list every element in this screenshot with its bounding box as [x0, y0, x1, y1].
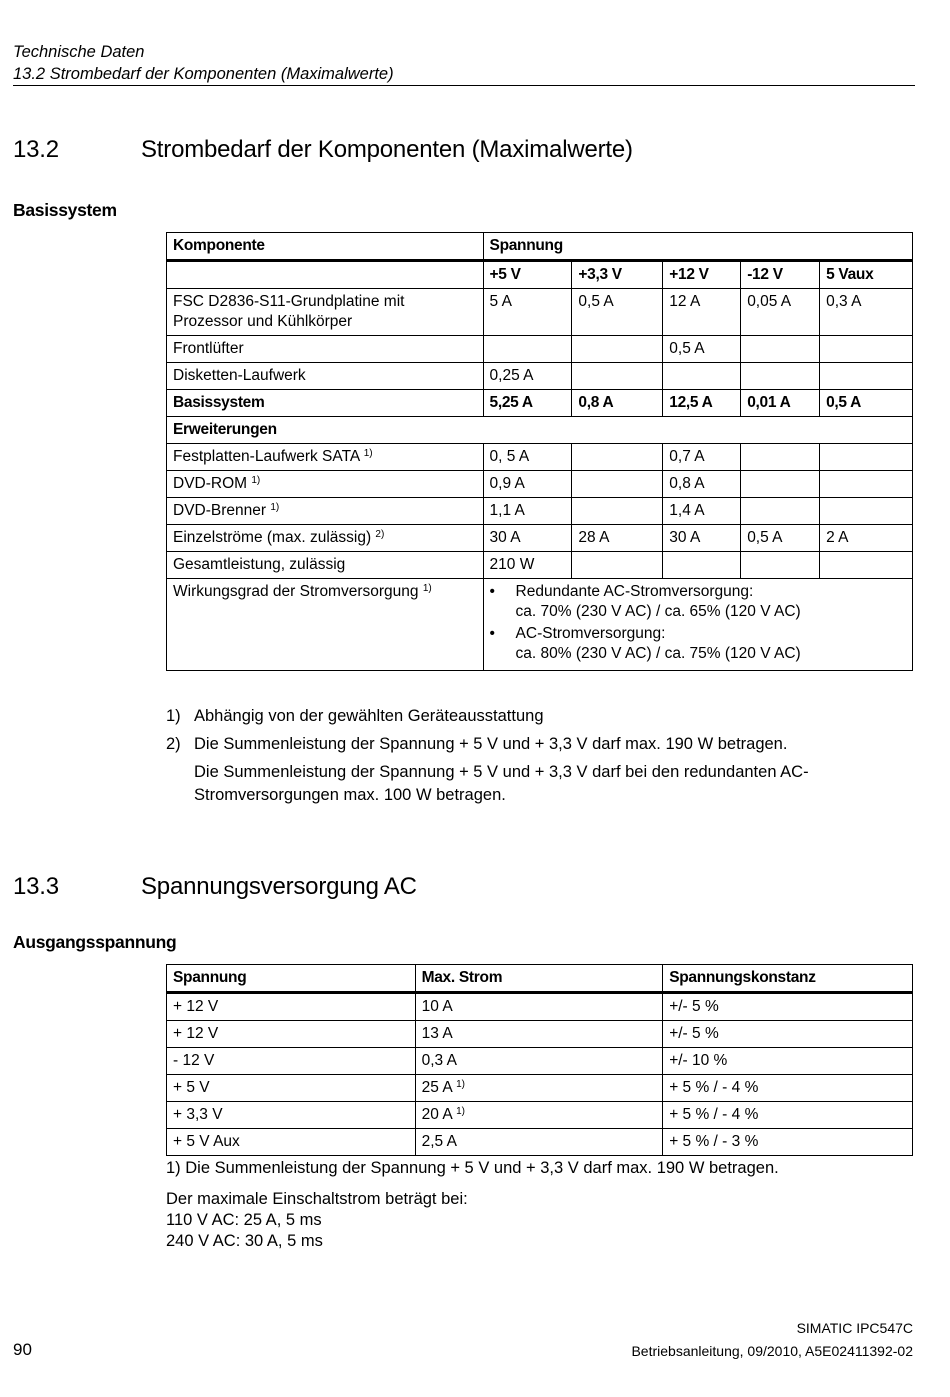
- efficiency-cell: [483, 579, 912, 671]
- table-row: [167, 1021, 913, 1048]
- header-cell: Max. Strom: [415, 965, 663, 993]
- cell: +/- 5 %: [663, 993, 913, 1021]
- voltage-header-row: [167, 261, 913, 289]
- cell: 0,5 A: [741, 525, 820, 552]
- table-row: [167, 525, 913, 552]
- bullet-item: • AC-Stromversorgung: ca. 80% (230 V AC) / ca. 75% (120 V AC): [490, 624, 906, 664]
- cell: +/- 10 %: [663, 1048, 913, 1075]
- header-section: 13.2 Strombedarf der Komponenten (Maximalwerte): [13, 63, 915, 86]
- table-header-row: [167, 965, 913, 993]
- cell: 0,9 A: [483, 471, 572, 498]
- row-label: Frontlüfter: [167, 336, 484, 363]
- note: 240 V AC: 30 A, 5 ms: [166, 1232, 323, 1250]
- cell: 5 A: [483, 289, 572, 336]
- notes-13-3: [166, 1158, 779, 1252]
- note: 1) Die Summenleistung der Spannung + 5 V und + 3,3 V darf max. 190 W betragen.: [166, 1159, 779, 1177]
- footnote-ref: 1): [270, 502, 280, 513]
- voltage-cell: +3,3 V: [572, 261, 663, 289]
- footnote-ref: 2): [375, 529, 385, 540]
- footer-product: SIMATIC IPC547C: [796, 1320, 913, 1336]
- footnote-continuation: Die Summenleistung der Spannung + 5 V und + 3,3 V darf bei den redundanten AC- Stromversorgungen max. 100 W betragen.: [194, 763, 809, 804]
- table-row: [167, 579, 913, 671]
- cell: + 5 % / - 3 %: [663, 1129, 913, 1156]
- cell: 0,8 A: [572, 390, 663, 417]
- cell: 10 A: [415, 993, 663, 1021]
- table-row: [167, 471, 913, 498]
- cell: + 12 V: [167, 1021, 416, 1048]
- header-cell: Spannungskonstanz: [663, 965, 913, 993]
- footnote-ref: 1): [363, 448, 373, 459]
- cell: 0,5 A: [572, 289, 663, 336]
- note: Der maximale Einschaltstrom beträgt bei:: [166, 1190, 468, 1208]
- section-heading-13-3: [13, 873, 417, 901]
- cell: 13 A: [415, 1021, 663, 1048]
- cell: 0,7 A: [663, 444, 741, 471]
- row-label: Disketten-Laufwerk: [167, 363, 484, 390]
- table-row-basissystem: [167, 390, 913, 417]
- footer-doc: Betriebsanleitung, 09/2010, A5E02411392-02: [631, 1343, 913, 1359]
- cell: 0,5 A: [663, 336, 741, 363]
- cell: 2 A: [820, 525, 913, 552]
- row-label: FSC D2836-S11-Grundplatine mit Prozessor und Kühlkörper: [167, 289, 484, 336]
- cell: 2,5 A: [415, 1129, 663, 1156]
- cell: +/- 5 %: [663, 1021, 913, 1048]
- cell: 0,5 A: [820, 390, 913, 417]
- table-row: [167, 444, 913, 471]
- header-cell: Spannung: [167, 965, 416, 993]
- row-label: Gesamtleistung, zulässig: [167, 552, 484, 579]
- row-label: Wirkungsgrad der Stromversorgung $^{1)}$: [167, 579, 484, 671]
- table-row: [167, 363, 913, 390]
- cell: 1,4 A: [663, 498, 741, 525]
- bullet-item: • Redundante AC-Stromversorgung: ca. 70% (230 V AC) / ca. 65% (120 V AC): [490, 582, 906, 622]
- row-label: Einzelströme (max. zulässig) $^{2)}$: [167, 525, 484, 552]
- cell: 0,01 A: [741, 390, 820, 417]
- cell: 0,3 A: [820, 289, 913, 336]
- section-title: Spannungsversorgung AC: [141, 873, 417, 900]
- table-row: [167, 993, 913, 1021]
- subheading-basissystem: Basissystem: [13, 200, 117, 220]
- cell: + 5 V: [167, 1075, 416, 1102]
- header-cell: Komponente: [167, 233, 484, 261]
- row-label: Basissystem: [167, 390, 484, 417]
- row-label: DVD-Brenner $^{1)}$: [167, 498, 484, 525]
- cell: + 5 V Aux: [167, 1129, 416, 1156]
- table-row: [167, 289, 913, 336]
- section-number: 13.3: [13, 873, 59, 900]
- cell: 12 A: [663, 289, 741, 336]
- voltage-cell: +5 V: [483, 261, 572, 289]
- table-row: [167, 336, 913, 363]
- table-row: [167, 1048, 913, 1075]
- subheading-ausgangsspannung: Ausgangsspannung: [13, 932, 177, 952]
- section-heading-13-2: [13, 136, 633, 164]
- note: 110 V AC: 25 A, 5 ms: [166, 1211, 322, 1229]
- voltage-cell: +12 V: [663, 261, 741, 289]
- footnote-ref: 1): [251, 475, 261, 486]
- header-chapter: Technische Daten: [13, 43, 145, 61]
- footnote: 2) Die Summenleistung der Spannung + 5 V und + 3,3 V darf max. 190 W betragen.: [166, 735, 788, 753]
- cell: 210 W: [483, 552, 572, 579]
- page-number: 90: [13, 1340, 32, 1359]
- row-label: Erweiterungen: [167, 417, 913, 444]
- cell: 5,25 A: [483, 390, 572, 417]
- running-header: [13, 41, 915, 86]
- footnote-ref: 1): [456, 1106, 466, 1117]
- cell: 1,1 A: [483, 498, 572, 525]
- cell: + 3,3 V: [167, 1102, 416, 1129]
- table-row: [167, 1075, 913, 1102]
- output-voltage-table: [166, 964, 913, 1156]
- cell: 0,25 A: [483, 363, 572, 390]
- table-header-row: [167, 233, 913, 261]
- cell: + 5 % / - 4 %: [663, 1102, 913, 1129]
- row-label: Festplatten-Laufwerk SATA $^{1)}$: [167, 444, 484, 471]
- cell: 25 A $^{1)}$: [415, 1075, 663, 1102]
- cell: 0, 5 A: [483, 444, 572, 471]
- voltage-cell: -12 V: [741, 261, 820, 289]
- voltage-cell: 5 Vaux: [820, 261, 913, 289]
- cell: 20 A $^{1)}$: [415, 1102, 663, 1129]
- table-row: [167, 1102, 913, 1129]
- cell: 30 A: [663, 525, 741, 552]
- table-row: [167, 498, 913, 525]
- cell: + 12 V: [167, 993, 416, 1021]
- current-requirements-table: [166, 232, 913, 671]
- cell: 30 A: [483, 525, 572, 552]
- cell: 0,3 A: [415, 1048, 663, 1075]
- section-number: 13.2: [13, 136, 59, 163]
- footnote: 1) Abhängig von der gewählten Geräteausstattung: [166, 707, 544, 725]
- cell: 0,05 A: [741, 289, 820, 336]
- cell: 0,8 A: [663, 471, 741, 498]
- footnote-list: [166, 705, 809, 807]
- row-label: DVD-ROM $^{1)}$: [167, 471, 484, 498]
- cell: 12,5 A: [663, 390, 741, 417]
- table-row: [167, 1129, 913, 1156]
- section-title: Strombedarf der Komponenten (Maximalwerte): [141, 136, 633, 163]
- cell: 28 A: [572, 525, 663, 552]
- footnote-ref: 1): [422, 583, 432, 594]
- cell: + 5 % / - 4 %: [663, 1075, 913, 1102]
- table-row-erweiterungen: [167, 417, 913, 444]
- table-row: [167, 552, 913, 579]
- cell: - 12 V: [167, 1048, 416, 1075]
- footnote-ref: 1): [456, 1079, 466, 1090]
- header-cell: Spannung: [483, 233, 912, 261]
